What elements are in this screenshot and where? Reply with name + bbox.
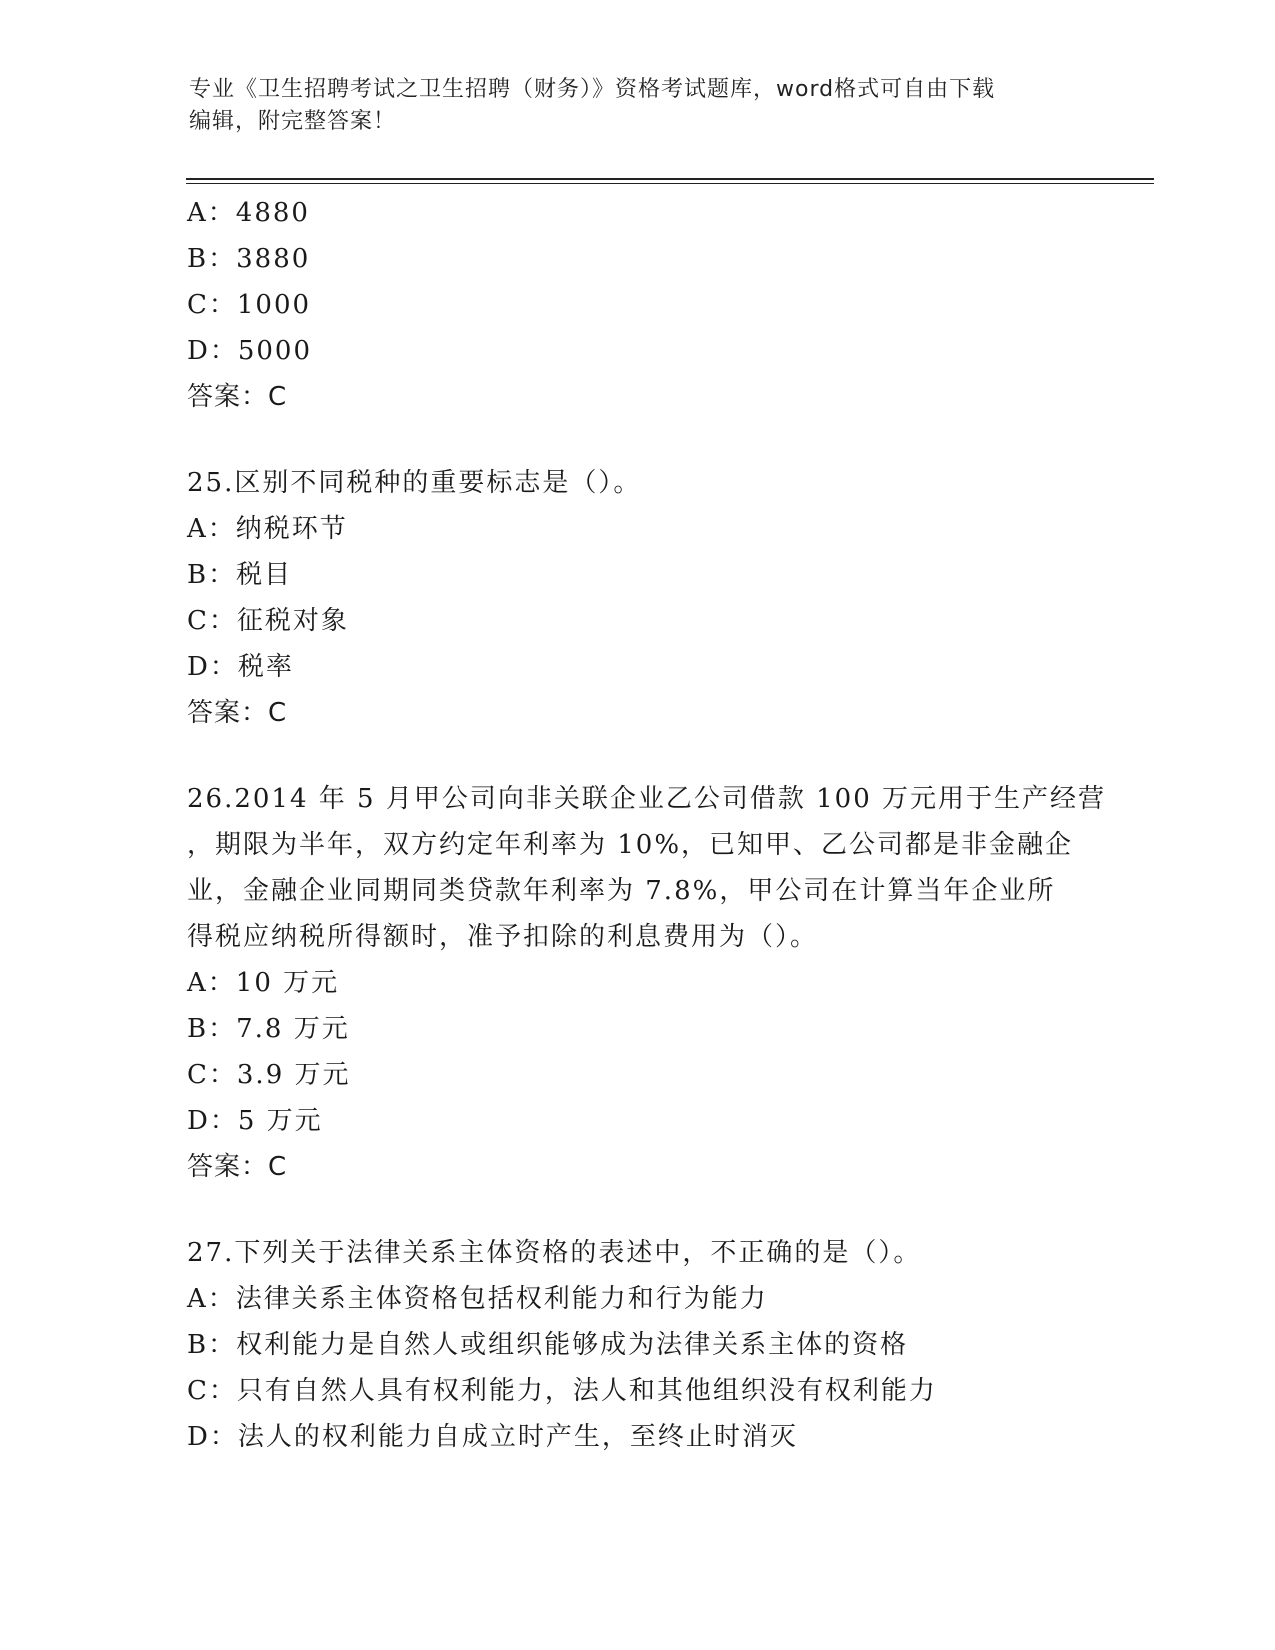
- header-line-1: 专业《卫生招聘考试之卫生招聘（财务）》资格考试题库，word格式可自由下载: [189, 77, 996, 102]
- option-c: C：征税对象: [187, 606, 349, 636]
- prev-question-block: [187, 190, 1087, 420]
- option-b: B：权利能力是自然人或组织能够成为法律关系主体的资格: [187, 1330, 909, 1360]
- answer-line: 答案：C: [187, 1152, 288, 1182]
- option-d: D：税率: [187, 652, 294, 682]
- question-25-stem: 25.区别不同税种的重要标志是（）。: [187, 468, 642, 498]
- question-27-block: [187, 1230, 1087, 1460]
- question-list: [187, 190, 1107, 1460]
- answer-line: 答案：C: [187, 382, 288, 412]
- answer-line: 答案：C: [187, 698, 288, 728]
- option-d: D：5 万元: [187, 1106, 323, 1136]
- option-b: B：3880: [187, 244, 311, 274]
- question-27-stem: 27.下列关于法律关系主体资格的表述中，不正确的是（）。: [187, 1238, 922, 1268]
- spacer: [187, 736, 1087, 776]
- question-25-block: [187, 460, 1087, 736]
- header-line-2: 编辑，附完整答案！: [189, 109, 397, 134]
- question-26-stem-line-2: ，期限为半年，双方约定年利率为 10%，已知甲、乙公司都是非金融企: [187, 830, 1074, 860]
- header-divider-thin: [186, 183, 1154, 184]
- spacer: [187, 420, 1087, 460]
- question-26-stem-line-3: 业，金融企业同期同类贷款年利率为 7.8%，甲公司在计算当年企业所: [187, 876, 1056, 906]
- question-26-block: [187, 776, 1107, 1190]
- question-26-stem-line-4: 得税应纳税所得额时，准予扣除的利息费用为（）。: [187, 922, 819, 952]
- option-c: C：3.9 万元: [187, 1060, 351, 1090]
- question-26-stem-line-1: 26.2014 年 5 月甲公司向非关联企业乙公司借款 100 万元用于生产经营: [187, 784, 1107, 814]
- option-c: C：1000: [187, 290, 312, 320]
- option-d: D：法人的权利能力自成立时产生，至终止时消灭: [187, 1422, 798, 1452]
- option-b: B：7.8 万元: [187, 1014, 350, 1044]
- option-a: A：10 万元: [187, 968, 340, 998]
- option-a: A：纳税环节: [187, 514, 348, 544]
- option-b: B：税目: [187, 560, 293, 590]
- option-a: A：法律关系主体资格包括权利能力和行为能力: [187, 1284, 768, 1314]
- spacer: [187, 1190, 1087, 1230]
- option-a: A：4880: [187, 198, 310, 228]
- header-divider-thick: [186, 178, 1154, 180]
- option-d: D：5000: [187, 336, 313, 366]
- option-c: C：只有自然人具有权利能力，法人和其他组织没有权利能力: [187, 1376, 937, 1406]
- document-header: [189, 74, 1069, 138]
